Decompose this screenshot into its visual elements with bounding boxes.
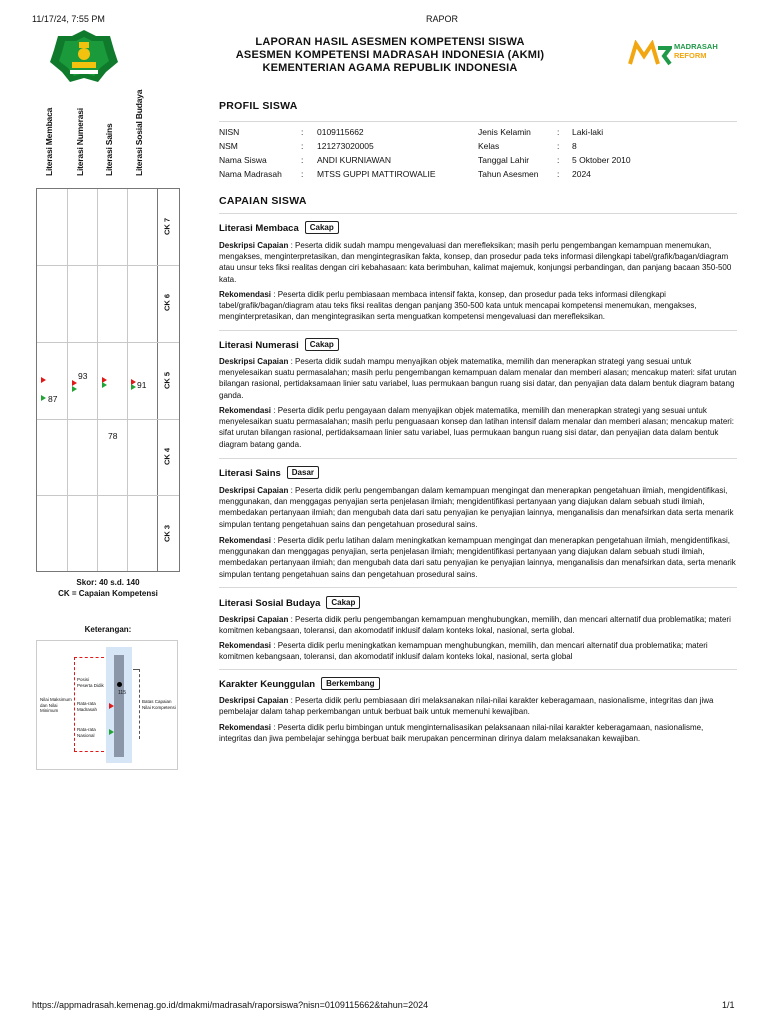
deskripsi-literasi-sains [219,485,737,530]
profile-section-title: PROFIL SISWA [219,100,298,112]
score-literasi-sains: 78 [108,431,118,441]
deskripsi-text: : Peserta didik sudah mampu mengevaluasi dan merefleksikan; masih perlu pengembangan kemampuan menemukan, mengakses, menginterpretasikan, dan mengintegrasikan fakta, konsep, dan prosedur pada teks informasi dilengkapi tabel/grafik/bagan/diagram atau unsur teks fiksi realitas dengan ciri kebahasaan: kata berimbuhan, kalimat majemuk, konjungsi perbandingan, dan panjang bacaan 350-500 kata. [219,241,732,284]
deskripsi-karakter-keunggulan [219,695,737,717]
capaian-item-karakter-keunggulan [219,677,380,690]
level-badge: Berkembang [321,677,379,690]
marker-nasional-sains [102,382,107,388]
legend-label-rata-nasional: Rata-rata Nasional [77,727,96,738]
chart-col-literasi-membaca: Literasi Membaca [44,107,54,176]
profile-colon: : [301,127,304,137]
rekomendasi-text: : Peserta didik perlu pembiasaan membaca intensif fakta, konsep, dan prosedur pada teks informasi dilengkapi tabel/grafik/bagan/diagram atau teks fiksi realitas dengan panjang 350-500 kata untuk mencapai kompetensi menemukan, mengakses, menginterpretasikan, dan mengintegrasikan serta menguatkan kompetensi mengevaluasi dan merefleksikan. [219,290,697,322]
ck-level-5: CK 5 [162,371,172,390]
profile-value: Laki-laki [572,127,604,137]
print-footer-url: https://appmadrasah.kemenag.go.id/dmakmi/madrasah/raporsiswa?nisn=0109115662&tahun=2024 [32,1000,429,1010]
rekomendasi-label: Rekomendasi [219,536,272,545]
print-datetime: 11/17/24, 7:55 PM [32,14,105,24]
deskripsi-label: Deskripsi Capaian [219,696,289,705]
score-range-note: Skor: 40 s.d. 140 [76,578,140,587]
profile-value: 5 Oktober 2010 [572,155,631,165]
rekomendasi-text: : Peserta didik perlu meningkatkan kemampuan menghubungkan, memilih, dan mencari alternatif dua problematika; materi komitmen kebangsaan, toleransi, dan akomodatif inklusif dalam konteks lokal, nasional, serta global [219,641,708,662]
rekomendasi-label: Rekomendasi [219,406,272,415]
capaian-item-name: Karakter Keunggulan [219,679,316,690]
capaian-item-name: Literasi Numerasi [219,340,299,351]
legend-label-batas: Batas Capaian Nilai Kompetensi [142,699,176,710]
capaian-item-literasi-membaca [219,221,339,234]
chart-col-literasi-numerasi: Literasi Numerasi [75,108,85,176]
rekomendasi-literasi-membaca [219,289,737,323]
legend-label-posisi: Posisi Peserta Didik [77,677,104,688]
legend-nasional-marker [109,729,114,735]
profile-label: Nama Siswa [219,155,267,165]
profile-value: MTSS GUPPI MATTIROWALIE [317,169,436,179]
marker-madrasah-membaca [41,377,46,383]
profile-label: NSM [219,141,238,151]
profile-colon: : [301,141,304,151]
deskripsi-literasi-numerasi [219,356,737,401]
deskripsi-label: Deskripsi Capaian [219,357,289,366]
rekomendasi-text: : Peserta didik perlu pengayaan dalam menyajikan objek matematika, memilih dan menerapkan strategi yang sesuai untuk menyelesaikan suatu permasalahan; masih perlu penguasaan konsep dan latihan intensif dalam menalar dan memberi alasan; mencakup materi: sifat urutan bilangan rasional, pertidaksamaan linier satu variabel, luas permukaan bangun ruang sisi datar, dan penyajian data dalam bentuk diagram batang ganda. [219,406,734,449]
capaian-item-literasi-numerasi [219,338,339,351]
kemenag-logo [48,28,120,84]
deskripsi-label: Deskripsi Capaian [219,241,289,250]
score-literasi-sosial-budaya: 91 [137,380,147,390]
level-badge: Cakap [305,338,339,351]
profile-label: Kelas [478,141,500,151]
capaian-item-name: Literasi Membaca [219,223,299,234]
report-title-line1: LAPORAN HASIL ASESMEN KOMPETENSI SISWA [255,36,525,48]
rekomendasi-literasi-sains [219,535,737,580]
capaian-divider [219,213,737,214]
ck-chart-grid [36,188,180,572]
profile-label: Nama Madrasah [219,169,282,179]
rekomendasi-text: : Peserta didik perlu bimbingan untuk menginternalisasikan pelaksanaan nilai-nilai karakter keberagamaan, nasionalisme, integritas dan jiwa pembelajar sehingga berbuat baik merupakan pencerminan dirinya dalam melaksanakan kewajiban. [219,723,704,744]
legend-position-dot [117,682,122,687]
capaian-item-literasi-sains [219,466,319,479]
ck-level-3: CK 3 [162,524,172,543]
deskripsi-text: : Peserta didik sudah mampu menyajikan objek matematika, memilih dan menerapkan strategi yang sesuai untuk menyelesaikan suatu permasalahan; masih perlu pengembangan kemampuan dalam menalar dan memberi alasan; mencakup materi: sifat urutan bilangan rasional, pertidaksamaan linier satu variabel, luas permukaan bangun ruang sisi datar, dan penyajian data dalam bentuk diagram batang ganda. [219,357,737,400]
chart-col-literasi-sosial-budaya: Literasi Sosial Budaya [134,89,144,176]
score-literasi-numerasi: 93 [78,371,88,381]
capaian-section-title: CAPAIAN SISWA [219,195,307,207]
ck-level-6: CK 6 [162,293,172,312]
rekomendasi-literasi-numerasi [219,405,737,450]
chart-col-literasi-sains: Literasi Sains [104,123,114,176]
print-footer-page: 1/1 [722,1000,735,1010]
marker-nasional-sosial [131,384,136,390]
ck-level-4: CK 4 [162,447,172,466]
ck-level-7: CK 7 [162,217,172,236]
profile-label: Tanggal Lahir [478,155,530,165]
profile-colon: : [557,127,560,137]
capaian-item-name: Literasi Sains [219,468,281,479]
deskripsi-label: Deskripsi Capaian [219,615,289,624]
profile-colon: : [301,155,304,165]
madrasah-reform-icon [628,40,672,68]
deskripsi-literasi-membaca [219,240,737,285]
profile-label: Jenis Kelamin [478,127,531,137]
ck-abbrev-note: CK = Capaian Kompetensi [58,589,158,598]
rekomendasi-text: : Peserta didik perlu latihan dalam meningkatkan kemampuan mengingat dan menerapkan pengetahuan ilmiah, mengidentifikasi, menggunakan dan menggagas penyajian, serta penjelasan ilmiah; mengidentifikasi pertanyaan yang diajukan dalam sebuah studi ilmiah, membedakan pertanyaan ilmiah; dan mengubah data dari satu penyajian ke penyajian lainnya, menganalisis dan menafsirkan data, serta menarik simpulan tentang pengetahuan sains dan pengetahuan prosedural sains. [219,536,736,579]
profile-label: NISN [219,127,240,137]
legend-sample-value: 115 [118,690,126,696]
marker-nasional-membaca [41,395,46,401]
deskripsi-text: : Peserta didik perlu pembiasaan diri melaksanakan nilai-nilai karakter keberagamaan, nasionalisme, integritas dan jiwa pembelajar dalam tahap perkembangan untuk berbuat baik untuk memenuhi kewajiban. [219,696,714,717]
deskripsi-label: Deskripsi Capaian [219,486,289,495]
legend-competence-bar [114,655,124,757]
logo-text-reform: REFORM [674,51,707,60]
profile-colon: : [557,141,560,151]
logo-text-madrasah: MADRASAH [674,42,718,51]
deskripsi-literasi-sosial-budaya [219,614,737,636]
marker-nasional-numerasi [72,386,77,392]
deskripsi-text: : Peserta didik perlu pengembangan dalam kemampuan mengingat dan menerapkan pengetahuan ilmiah, mengidentifikasi, menggunakan, dan menggagas penyajian serta penjelasan ilmiah; mengidentifikasi pertanyaan yang diajukan dalam sebuah studi ilmiah, membedakan pertanyaan ilmiah; dan mengubah data dari satu penyajian ke penyajian lainnya, menganalisis dan menafsirkan data serta menarik simpulan tentang pengetahuan sains dan pengetahuan prosedural sains. [219,486,734,529]
rekomendasi-label: Rekomendasi [219,641,272,650]
profile-divider [219,121,737,122]
report-title-line3: KEMENTERIAN AGAMA REPUBLIK INDONESIA [262,62,518,74]
profile-value: ANDI KURNIAWAN [317,155,391,165]
deskripsi-text: : Peserta didik perlu pengembangan kemampuan menghubungkan, memilih, dan mencari alternatif dua problematika; materi komitmen kebangsaan, toleransi, dan akomodatif inklusif dalam konteks lokal, nasional, serta global. [219,615,731,636]
legend-title: Keterangan: [84,625,132,634]
profile-value: 0109115662 [317,127,364,137]
profile-value: 8 [572,141,577,151]
level-badge: Dasar [287,466,319,479]
madrasah-reform-logo [628,40,738,70]
legend-label-rata-madrasah: Rata-rata Madrasah [77,701,98,712]
score-literasi-membaca: 87 [48,394,58,404]
profile-value: 2024 [572,169,591,179]
profile-colon: : [557,169,560,179]
profile-value: 121273020005 [317,141,374,151]
rekomendasi-label: Rekomendasi [219,723,272,732]
rekomendasi-literasi-sosial-budaya [219,640,737,662]
report-title-line2: ASESMEN KOMPETENSI MADRASAH INDONESIA (AKMI) [235,49,545,61]
profile-colon: : [301,169,304,179]
level-badge: Cakap [305,221,339,234]
profile-label: Tahun Asesmen [478,169,539,179]
capaian-item-name: Literasi Sosial Budaya [219,598,321,609]
level-badge: Cakap [326,596,360,609]
print-page-title: RAPOR [426,14,459,24]
legend-box [36,640,178,770]
legend-madrasah-marker [109,703,114,709]
profile-colon: : [557,155,560,165]
capaian-item-literasi-sosial-budaya [219,596,360,609]
rekomendasi-karakter-keunggulan [219,722,737,744]
rekomendasi-label: Rekomendasi [219,290,272,299]
legend-label-nilai-maks: Nilai Maksimum dan Nilai Minimum [40,697,72,713]
